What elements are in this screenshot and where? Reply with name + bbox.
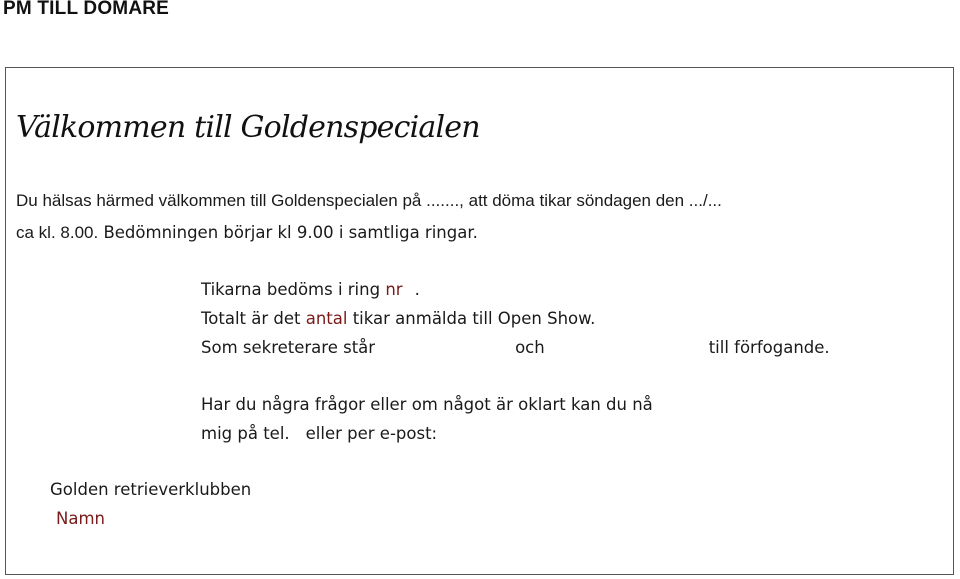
- letter-title: Välkommen till Goldenspecialen: [16, 110, 480, 145]
- signature-name-field: Namn: [56, 509, 105, 528]
- secretary-line: [201, 338, 830, 357]
- count-line: [201, 309, 595, 328]
- contact-phone-label: mig på tel.: [201, 424, 290, 443]
- intro-line-1: Du hälsas härmed välkommen till Goldenspecialen på ......., att döma tikar söndagen den .../...: [16, 191, 722, 210]
- intro-line-2: [16, 223, 478, 243]
- ring-line: [201, 280, 420, 299]
- count-prefix: Totalt är det: [201, 309, 306, 328]
- ring-suffix: .: [414, 280, 420, 299]
- secretary-middle: och: [515, 338, 545, 357]
- count-field: antal: [305, 309, 348, 328]
- contact-line-2: [201, 424, 437, 443]
- intro-start: Bedömningen börjar kl 9.00 i samtliga ringar.: [98, 223, 478, 242]
- count-suffix: tikar anmälda till Open Show.: [347, 309, 596, 328]
- secretary-prefix: Som sekreterare står: [201, 338, 376, 357]
- contact-line-1: Har du några frågor eller om något är oklart kan du nå: [201, 395, 653, 414]
- ring-number-field: nr: [385, 280, 403, 299]
- signature-club: Golden retrieverklubben: [50, 480, 252, 499]
- ring-prefix: Tikarna bedöms i ring: [201, 280, 386, 299]
- page-header: PM TILL DOMARE: [3, 0, 170, 19]
- intro-time: ca kl. 8.00.: [16, 223, 99, 242]
- secretary-suffix: till förfogande.: [708, 338, 830, 357]
- contact-email-label: eller per e-post:: [305, 424, 438, 443]
